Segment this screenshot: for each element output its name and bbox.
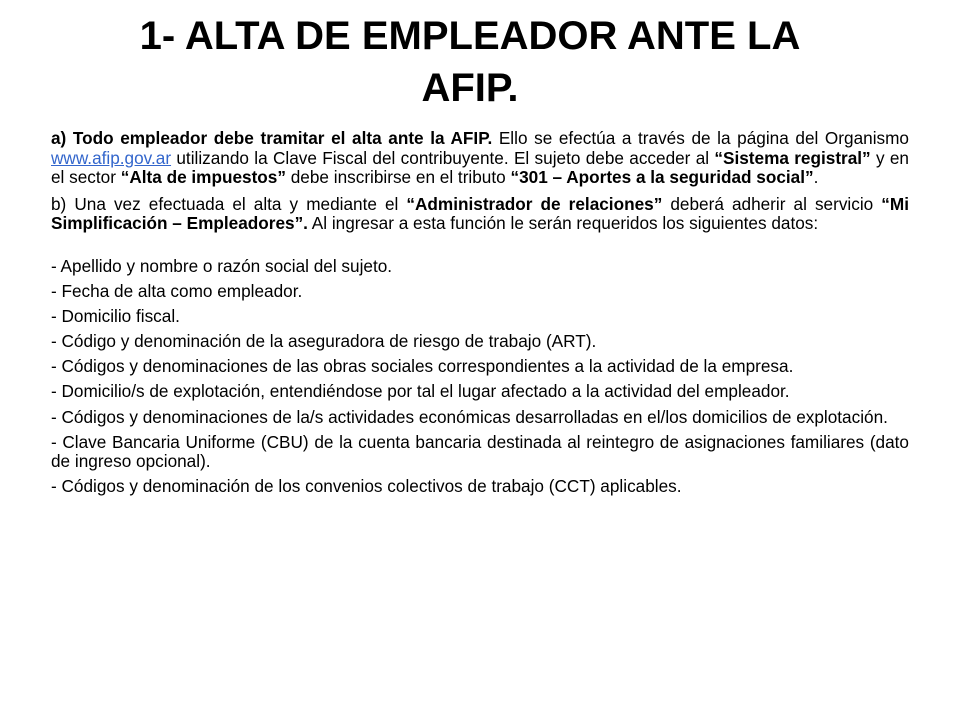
- afip-website-link[interactable]: www.afip.gov.ar: [51, 147, 172, 168]
- paragraph-a-text-3: y en el sector: [51, 147, 909, 188]
- title-line-1: 1- ALTA DE EMPLEADOR ANTE LA: [139, 14, 801, 58]
- paragraph-b-text-1: b) Una vez efectuada el alta y mediante el: [51, 193, 407, 214]
- slide-title: [100, 10, 840, 114]
- paragraph-b: [51, 195, 909, 234]
- term-administrador-de-relaciones: “Administrador de relaciones”: [406, 193, 663, 214]
- paragraph-a-text-1: Ello se efectúa a través de la página del Organismo: [492, 128, 909, 148]
- required-data-list: [51, 257, 909, 497]
- paragraph-a-text-2: utilizando la Clave Fiscal del contribuyente. El sujeto debe acceder al: [171, 147, 715, 168]
- term-tributo-301: “301 – Aportes a la seguridad social”: [510, 167, 814, 188]
- title-line-2: AFIP.: [421, 66, 519, 110]
- list-item: - Código y denominación de la aseguradora de riesgo de trabajo (ART).: [51, 331, 597, 352]
- paragraph-a: [51, 129, 909, 188]
- paragraph-a-lead: a) Todo empleador debe tramitar el alta ante la AFIP.: [51, 128, 493, 148]
- list-item: - Domicilio/s de explotación, entendiéndose por tal el lugar afectado a la actividad del empleador.: [51, 381, 790, 402]
- term-alta-de-impuestos: “Alta de impuestos”: [120, 167, 286, 188]
- list-item: - Clave Bancaria Uniforme (CBU) de la cuenta bancaria destinada al reintegro de asignaciones familiares (dato de ingreso opcional).: [51, 431, 909, 472]
- paragraph-a-text-5: .: [813, 167, 819, 188]
- term-sistema-registral: “Sistema registral”: [714, 147, 871, 168]
- list-item: - Domicilio fiscal.: [51, 306, 180, 327]
- slide-body: [51, 129, 909, 502]
- list-item: - Códigos y denominación de los convenios colectivos de trabajo (CCT) aplicables.: [51, 476, 682, 497]
- list-item: - Apellido y nombre o razón social del sujeto.: [51, 255, 393, 276]
- list-item: - Códigos y denominaciones de las obras sociales correspondientes a la actividad de la empresa.: [51, 356, 794, 377]
- term-mi-simplificacion: “Mi Simplificación – Empleadores”.: [51, 193, 909, 234]
- paragraph-b-text-3: Al ingresar a esta función le serán requeridos los siguientes datos:: [307, 213, 819, 234]
- list-item: - Fecha de alta como empleador.: [51, 281, 303, 302]
- list-item: - Códigos y denominaciones de la/s actividades económicas desarrolladas en el/los domicilios de explotación.: [51, 406, 888, 427]
- paragraph-b-text-2: deberá adherir al servicio: [662, 193, 882, 214]
- paragraph-a-text-4: debe inscribirse en el tributo: [285, 167, 511, 188]
